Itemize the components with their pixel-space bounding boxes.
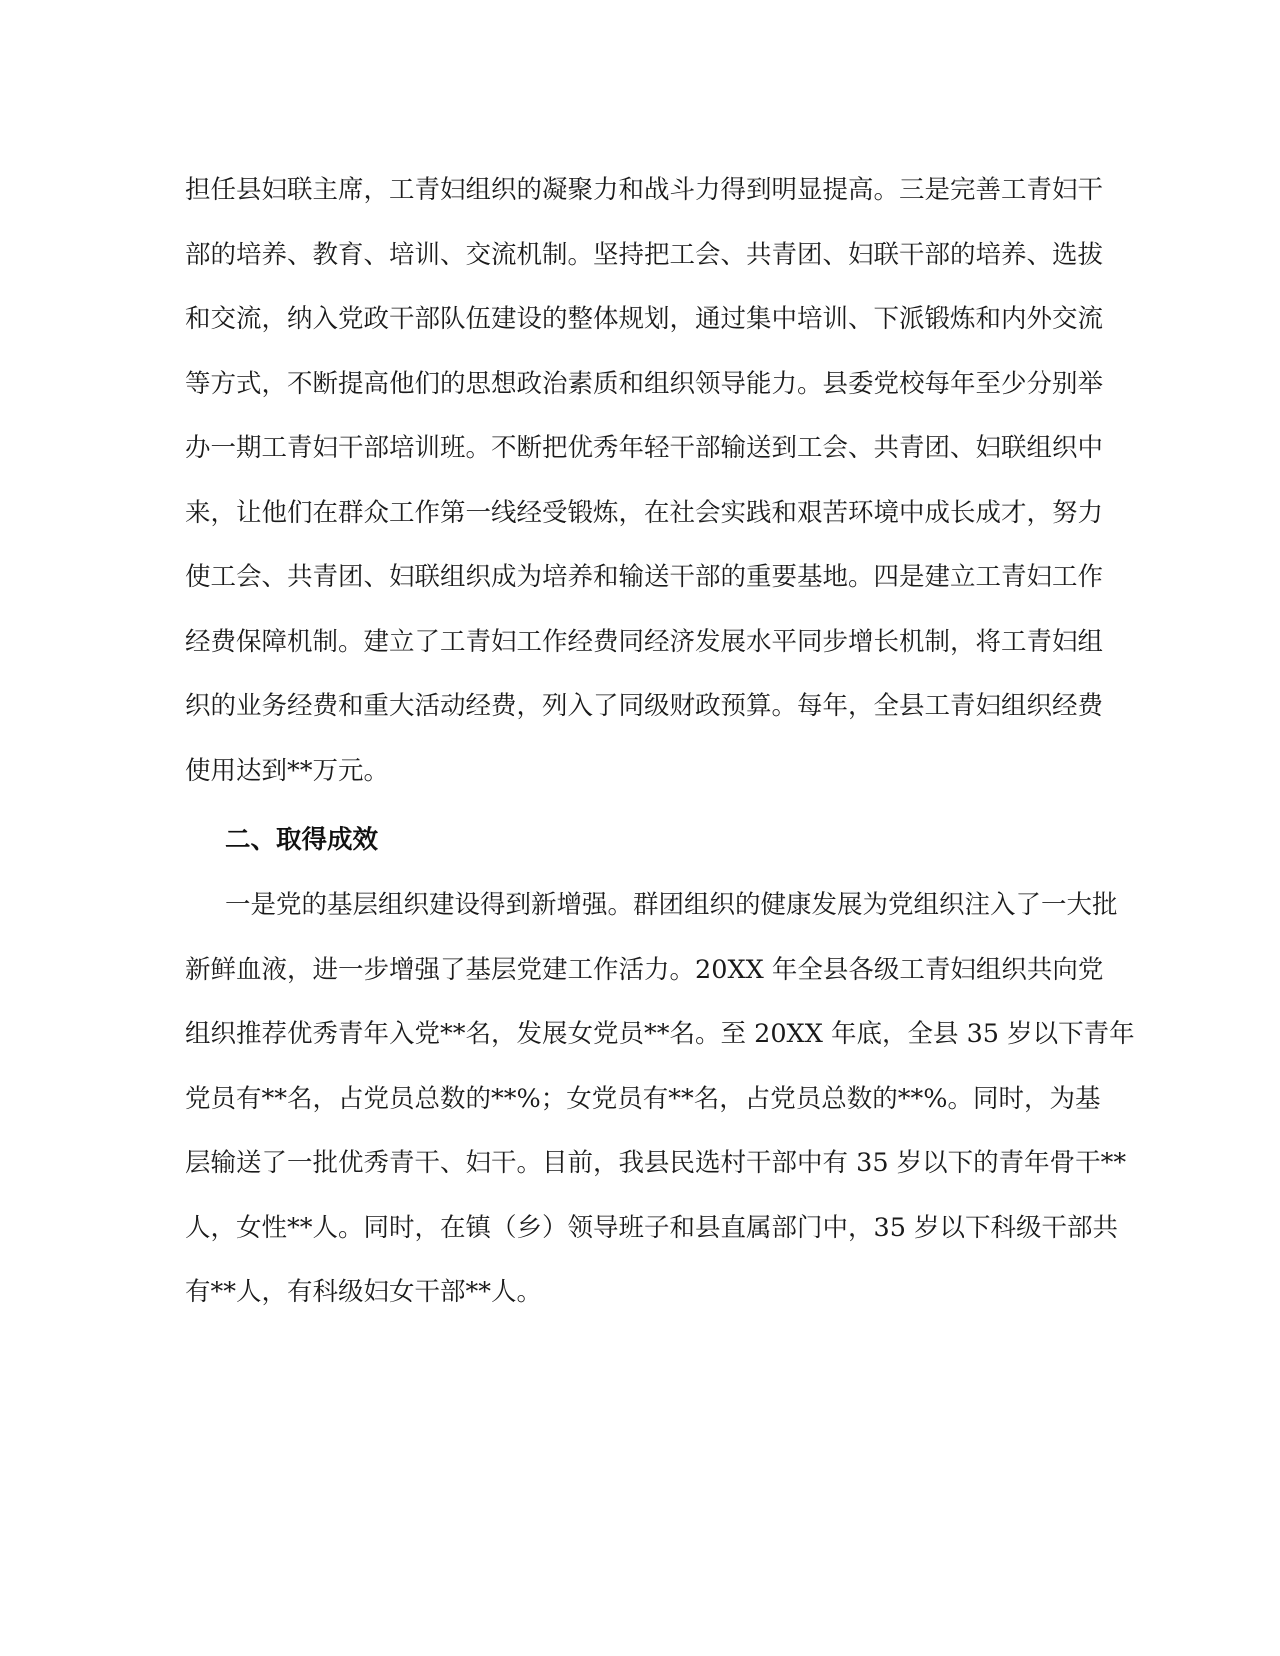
text-line: 使用达到**万元。: [185, 755, 390, 786]
text-line: 组织推荐优秀青年入党**名，发展女党员**名。至 20XX 年底，全县 35 岁以下青年: [185, 1019, 1135, 1049]
text-line: 担任县妇联主席，工青妇组织的凝聚力和战斗力得到明显提高。三是完善工青妇干: [185, 175, 1104, 205]
paragraph-achievements: [185, 873, 1135, 1325]
text-line: 办一期工青妇干部培训班。不断把优秀年轻干部输送到工会、共青团、妇联组织中: [185, 433, 1104, 463]
text-line: 等方式，不断提高他们的思想政治素质和组织领导能力。县委党校每年至少分别举: [185, 368, 1104, 399]
paragraph-continuation: [185, 158, 1104, 803]
text-line: 有**人，有科级妇女干部**人。: [185, 1277, 543, 1307]
text-line: 使工会、共青团、妇联组织成为培养和输送干部的重要基地。四是建立工青妇工作: [185, 562, 1104, 592]
text-line: 来，让他们在群众工作第一线经受锻炼，在社会实践和艰苦环境中成长成才，努力: [185, 497, 1104, 528]
text-line: 和交流，纳入党政干部队伍建设的整体规划，通过集中培训、下派锻炼和内外交流: [185, 304, 1104, 334]
text-line: 部的培养、教育、培训、交流机制。坚持把工会、共青团、妇联干部的培养、选拔: [185, 239, 1104, 270]
text-line: 经费保障机制。建立了工青妇工作经费同经济发展水平同步增长机制，将工青妇组: [185, 626, 1104, 657]
text-line: 新鲜血液，进一步增强了基层党建工作活力。20XX 年全县各级工青妇组织共向党: [185, 954, 1104, 985]
text-line: 层输送了一批优秀青干、妇干。目前，我县民选村干部中有 35 岁以下的青年骨干**: [185, 1148, 1127, 1178]
text-line: 党员有**名，占党员总数的**%；女党员有**名，占党员总数的**%。同时，为基: [185, 1083, 1101, 1114]
text-line: 一是党的基层组织建设得到新增强。群团组织的健康发展为党组织注入了一大批: [225, 890, 1118, 920]
text-line: 织的业务经费和重大活动经费，列入了同级财政预算。每年，全县工青妇组织经费: [185, 691, 1104, 721]
text-line: 人，女性**人。同时，在镇（乡）领导班子和县直属部门中，35 岁以下科级干部共: [185, 1212, 1119, 1243]
section-heading: 二、取得成效: [225, 825, 379, 855]
